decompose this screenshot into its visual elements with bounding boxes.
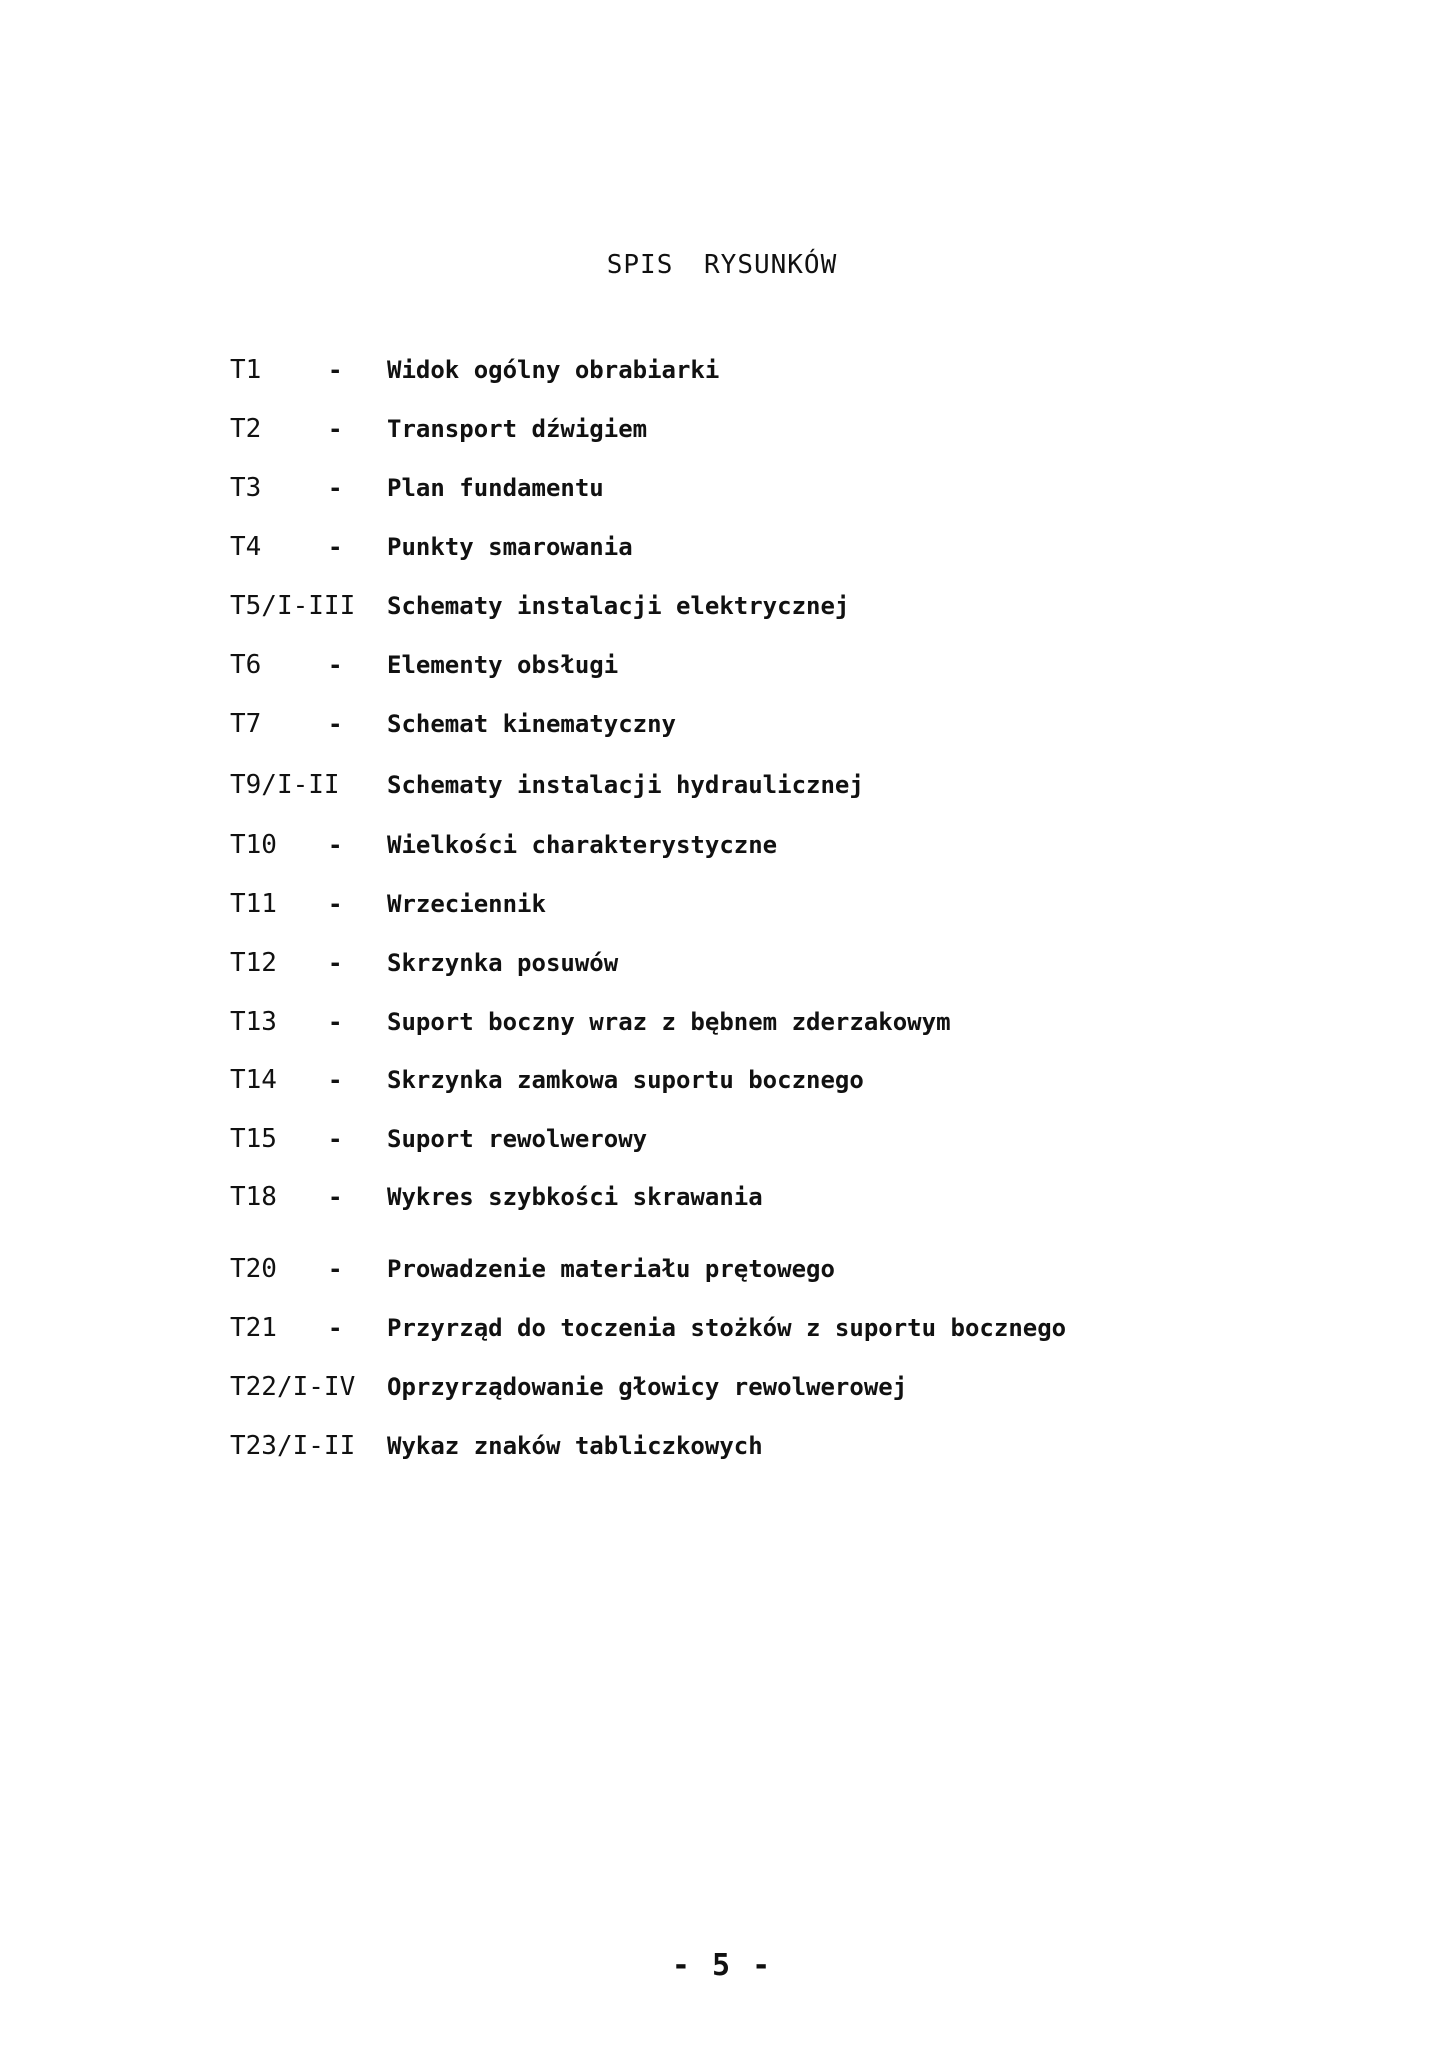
page-title: SPIS RYSUNKÓW <box>606 250 838 280</box>
figure-label: Skrzynka zamkowa suportu bocznego <box>387 1066 864 1094</box>
list-item <box>230 1177 1380 1217</box>
list-item <box>230 1060 1380 1100</box>
figure-dash: - <box>328 651 343 679</box>
figure-code: T9/I-II <box>230 770 340 800</box>
list-item <box>230 468 1380 508</box>
figure-dash: - <box>328 1314 343 1342</box>
figure-dash: - <box>328 1183 343 1211</box>
list-item <box>230 884 1380 924</box>
figure-dash: - <box>328 474 343 502</box>
figure-code: T1 <box>230 355 262 385</box>
figure-label: Schemat kinematyczny <box>387 710 676 738</box>
figure-label: Suport rewolwerowy <box>387 1125 648 1153</box>
figure-code: T14 <box>230 1065 277 1095</box>
figure-dash: - <box>328 890 343 918</box>
figure-code: T23/I-II <box>230 1431 356 1461</box>
figure-dash: - <box>328 533 343 561</box>
figure-code: T6 <box>230 650 262 680</box>
figure-dash: - <box>328 949 343 977</box>
list-item <box>230 527 1380 567</box>
figure-dash: - <box>328 1125 343 1153</box>
list-item <box>230 825 1380 865</box>
figure-label: Widok ogólny obrabiarki <box>387 356 720 384</box>
figure-label: Przyrząd do toczenia stożków z suportu bocznego <box>387 1314 1067 1342</box>
figure-code: T15 <box>230 1124 277 1154</box>
figure-label: Wykaz znaków tabliczkowych <box>387 1432 763 1460</box>
figure-label: Skrzynka posuwów <box>387 949 619 977</box>
list-item <box>230 1426 1380 1466</box>
list-item <box>230 704 1380 744</box>
figure-label: Suport boczny wraz z bębnem zderzakowym <box>387 1008 951 1036</box>
list-item <box>230 765 1380 805</box>
figure-label: Prowadzenie materiału prętowego <box>387 1255 835 1283</box>
figure-dash: - <box>328 710 343 738</box>
figure-code: T12 <box>230 948 277 978</box>
figure-dash: - <box>328 831 343 859</box>
figure-dash: - <box>328 1255 343 1283</box>
list-item <box>230 1367 1380 1407</box>
figure-label: Wielkości charakterystyczne <box>387 831 778 859</box>
figure-label: Plan fundamentu <box>387 474 604 502</box>
figure-code: T7 <box>230 709 262 739</box>
page-number: - 5 - <box>671 1948 773 1983</box>
list-item <box>230 1308 1380 1348</box>
figure-code: T5/I-III <box>230 591 356 621</box>
figure-code: T3 <box>230 473 262 503</box>
figure-label: Wykres szybkości skrawania <box>387 1183 763 1211</box>
figure-label: Punkty smarowania <box>387 533 633 561</box>
list-item <box>230 350 1380 390</box>
list-item <box>230 645 1380 685</box>
figure-code: T4 <box>230 532 262 562</box>
figure-label: Elementy obsługi <box>387 651 619 679</box>
figure-code: T22/I-IV <box>230 1372 356 1402</box>
figure-dash: - <box>328 415 343 443</box>
list-item <box>230 1249 1380 1289</box>
figure-label: Schematy instalacji elektrycznej <box>387 592 850 620</box>
list-item <box>230 943 1380 983</box>
figure-code: T21 <box>230 1313 277 1343</box>
figure-dash: - <box>328 356 343 384</box>
figure-code: T13 <box>230 1007 277 1037</box>
figure-code: T20 <box>230 1254 277 1284</box>
list-item <box>230 586 1380 626</box>
figure-dash: - <box>328 1066 343 1094</box>
list-item <box>230 1119 1380 1159</box>
list-item <box>230 409 1380 449</box>
figure-code: T11 <box>230 889 277 919</box>
list-item <box>230 1002 1380 1042</box>
figure-label: Wrzeciennik <box>387 890 546 918</box>
figure-label: Oprzyrządowanie głowicy rewolwerowej <box>387 1373 908 1401</box>
figure-code: T18 <box>230 1182 277 1212</box>
figure-code: T2 <box>230 414 262 444</box>
figure-dash: - <box>328 1008 343 1036</box>
figure-label: Schematy instalacji hydraulicznej <box>387 771 864 799</box>
figure-code: T10 <box>230 830 277 860</box>
figure-label: Transport dźwigiem <box>387 415 648 443</box>
